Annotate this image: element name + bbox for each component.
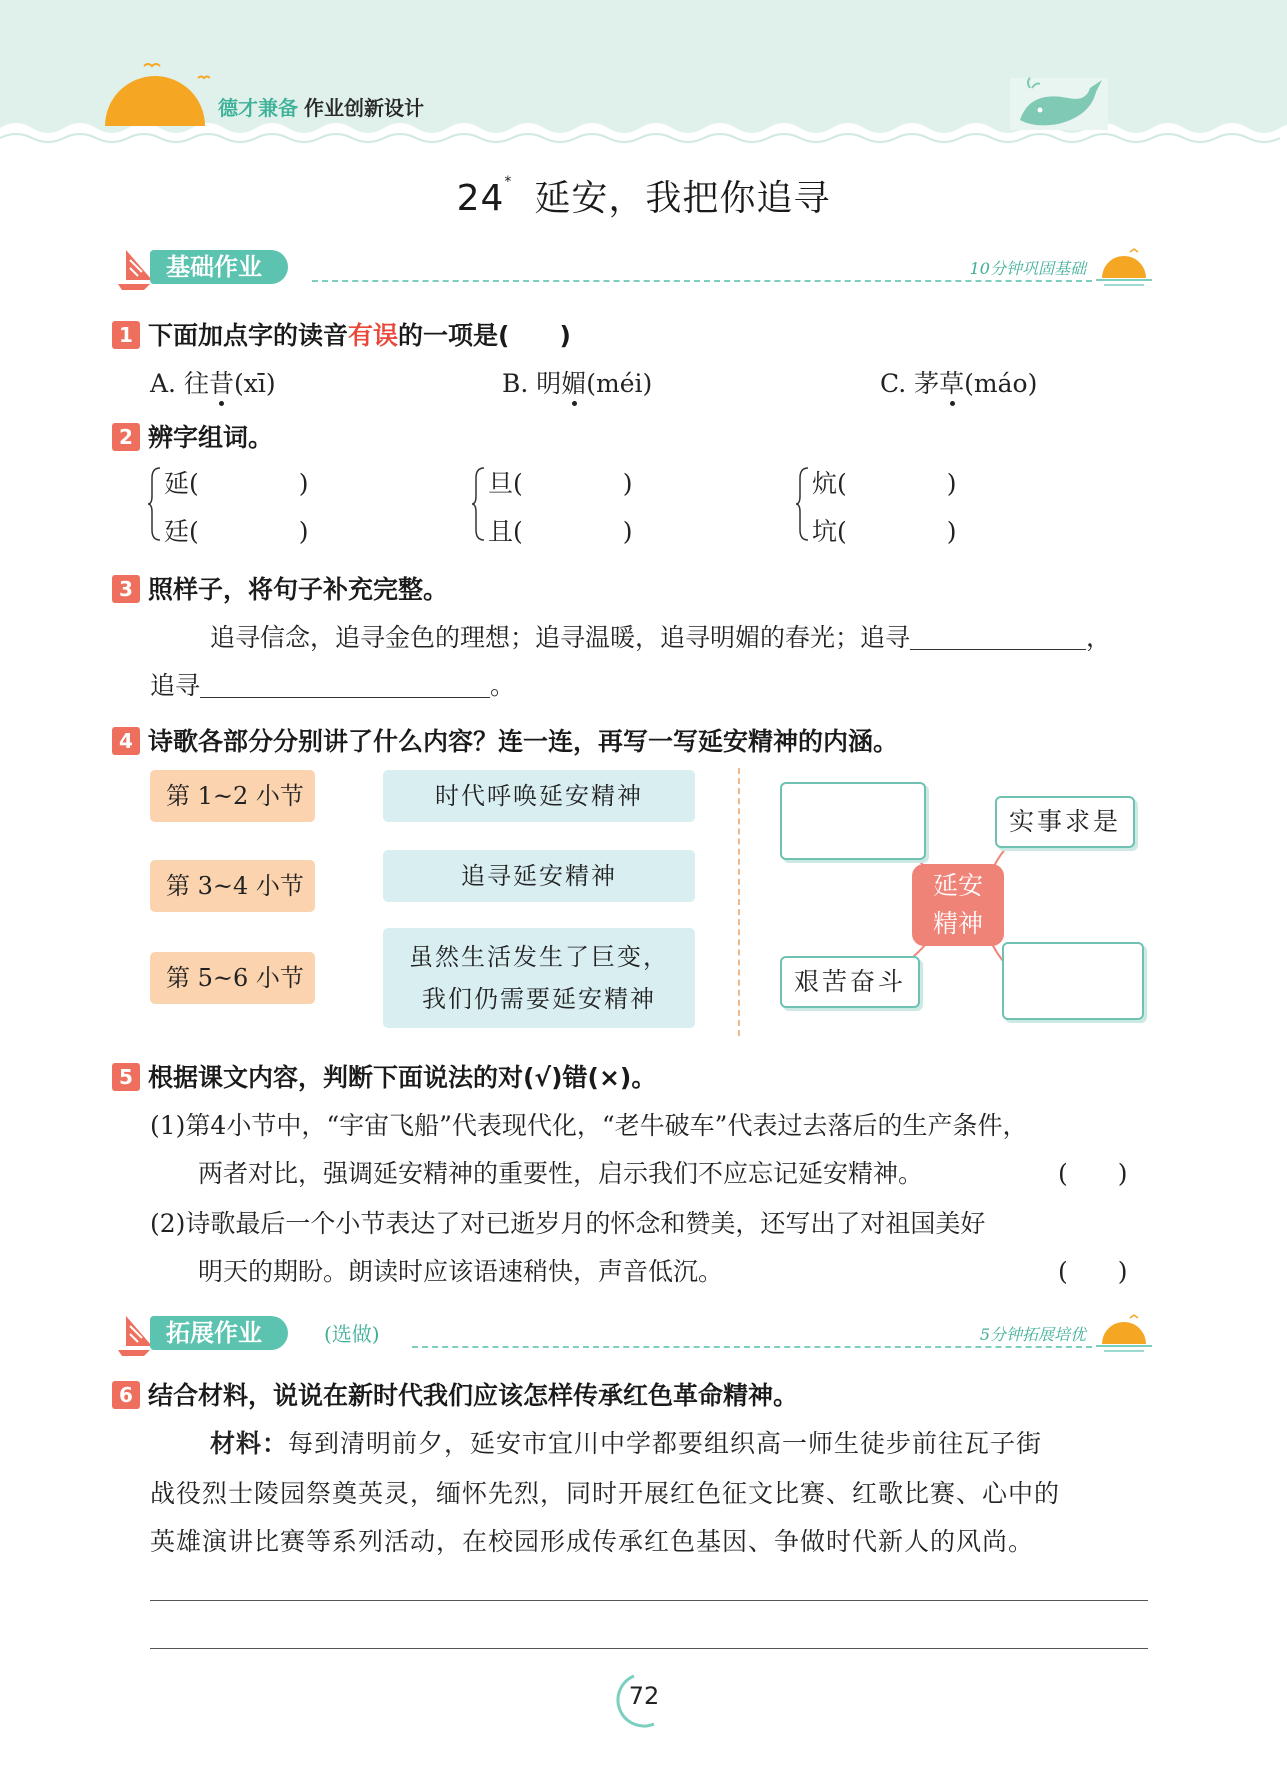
- word-blank[interactable]: 炕( ): [812, 469, 957, 498]
- option-pinyin: (xī): [233, 369, 276, 398]
- content-box-2[interactable]: 追寻延安精神: [383, 850, 695, 902]
- question-text: 根据课文内容，判断下面说法的对(√)错(×)。: [148, 1063, 657, 1092]
- section-divider: [312, 280, 1092, 282]
- question-number: 2: [112, 423, 140, 451]
- optional-label: (选做): [324, 1322, 380, 1346]
- question-3: [112, 570, 448, 606]
- question-number: 6: [112, 1381, 140, 1409]
- statement-1-line-1: (1)第4小节中，“宇宙飞船”代表现代化，“老牛破车”代表过去落后的生产条件，: [150, 1111, 1028, 1140]
- question-4: [112, 722, 898, 758]
- word-blank[interactable]: 延( ): [164, 469, 309, 498]
- brand-part2: 作业创新设计: [304, 96, 424, 120]
- material-text: 每到清明前夕，延安市宜川中学都要组织高一师生徒步前往瓦子街: [288, 1429, 1043, 1458]
- material-line-3: 英雄演讲比赛等系列活动，在校园形成传承红色基因、争做时代新人的风尚。: [150, 1527, 1035, 1556]
- mind-label-1: 实事求是: [995, 796, 1135, 848]
- mind-answer-box-2[interactable]: [1002, 942, 1144, 1020]
- section-box-2[interactable]: 第 3~4 小节: [150, 860, 315, 912]
- sentence-line-1: [210, 618, 1111, 654]
- content-line: 虽然生活发生了巨变，: [409, 943, 669, 971]
- section-tip-basic: 10分钟巩固基础: [969, 259, 1086, 278]
- option-c[interactable]: [880, 364, 1037, 400]
- option-pinyin: (máo): [964, 369, 1038, 398]
- section-box-3[interactable]: 第 5~6 小节: [150, 952, 315, 1004]
- word-blank[interactable]: 坑( ): [812, 517, 957, 546]
- lesson-number: 24: [456, 178, 505, 219]
- question-text: 下面加点字的读音: [148, 321, 349, 350]
- highlight-text: 有误: [348, 321, 399, 350]
- word-blank[interactable]: 且( ): [488, 517, 633, 546]
- page-number: 72: [628, 1682, 660, 1710]
- judge-paren-1[interactable]: ( ): [1058, 1159, 1128, 1188]
- statement-2-line-2: 明天的期盼。朗读时应该语速稍快，声音低沉。: [198, 1257, 724, 1286]
- center-line-1: 延安: [932, 871, 983, 900]
- brace-icon: [796, 466, 810, 542]
- question-text: 诗歌各部分分别讲了什么内容？连一连，再写一写延安精神的内涵。: [148, 727, 899, 756]
- fill-blank-2[interactable]: [200, 674, 490, 698]
- option-text: C. 茅: [880, 369, 940, 398]
- sentence-text: 追寻信念，追寻金色的理想；追寻温暖，追寻明媚的春光；追寻: [210, 623, 911, 652]
- brand-title: [218, 92, 424, 121]
- question-text-suffix: 的一项是( ): [398, 321, 571, 350]
- material-line-1: [210, 1424, 1042, 1460]
- question-number: 4: [112, 727, 140, 755]
- lesson-mark: *: [504, 174, 513, 190]
- word-blank[interactable]: 旦( ): [488, 469, 633, 498]
- section-label-extended: 拓展作业: [150, 1316, 288, 1350]
- section-label-basic: 基础作业: [150, 250, 288, 284]
- center-line-2: 精神: [932, 909, 983, 938]
- dotted-char: 媚: [561, 369, 587, 398]
- page-title: [0, 170, 1287, 221]
- mind-map-center: [912, 864, 1004, 946]
- mind-label-2: 艰苦奋斗: [780, 956, 920, 1008]
- header-band: [0, 0, 1287, 150]
- option-b[interactable]: [502, 364, 652, 400]
- question-text: 结合材料，说说在新时代我们应该怎样传承红色革命精神。: [148, 1381, 799, 1410]
- brace-icon: [148, 466, 162, 542]
- brand-part1: 德才兼备: [218, 96, 298, 120]
- whale-icon: [1010, 76, 1110, 130]
- option-pinyin: (méi): [586, 369, 653, 398]
- sunset-icon: [1096, 248, 1152, 288]
- content-line: 我们仍需要延安精神: [422, 985, 656, 1013]
- mind-answer-box-1[interactable]: [780, 782, 926, 860]
- section-tip-extended: 5分钟拓展培优: [979, 1325, 1086, 1344]
- judge-paren-2[interactable]: ( ): [1058, 1257, 1128, 1286]
- section-divider: [412, 1346, 1092, 1348]
- question-text: 照样子，将句子补充完整。: [148, 575, 449, 604]
- dotted-char: 草: [939, 369, 965, 398]
- sentence-text: 追寻: [150, 671, 201, 700]
- brace-icon: [472, 466, 486, 542]
- statement-2-line-1: (2)诗歌最后一个小节表达了对已逝岁月的怀念和赞美，还写出了对祖国美好: [150, 1209, 986, 1238]
- fill-blank-1[interactable]: [910, 626, 1086, 650]
- question-number: 1: [112, 321, 140, 349]
- dotted-char: 昔: [208, 369, 234, 398]
- statement-1-line-2: 两者对比，强调延安精神的重要性，启示我们不应忘记延安精神。: [198, 1159, 924, 1188]
- question-5: [112, 1058, 656, 1094]
- question-1: [112, 316, 571, 352]
- answer-line-2[interactable]: [150, 1648, 1148, 1649]
- material-label: 材料：: [210, 1429, 289, 1458]
- lesson-title: 延安，我把你追寻: [534, 178, 831, 219]
- answer-line-1[interactable]: [150, 1600, 1148, 1601]
- content-box-3[interactable]: [383, 928, 695, 1028]
- question-6: [112, 1376, 798, 1412]
- material-line-2: 战役烈士陵园祭奠英灵，缅怀先烈，同时开展红色征文比赛、红歌比赛、心中的: [150, 1479, 1061, 1508]
- divider-dashed: [738, 768, 740, 1036]
- question-text: 辨字组词。: [148, 423, 274, 452]
- question-number: 5: [112, 1063, 140, 1091]
- section-box-1[interactable]: 第 1~2 小节: [150, 770, 315, 822]
- word-blank[interactable]: 廷( ): [164, 517, 309, 546]
- option-text: B. 明: [502, 369, 562, 398]
- sentence-line-2: [150, 666, 515, 702]
- option-a[interactable]: [150, 364, 276, 400]
- punctuation: ，: [1086, 623, 1112, 652]
- sunset-icon: [1096, 1314, 1152, 1354]
- punctuation: 。: [490, 671, 516, 700]
- sun-icon: [100, 58, 210, 128]
- option-text: A. 往: [150, 369, 209, 398]
- question-number: 3: [112, 575, 140, 603]
- question-2: [112, 418, 273, 454]
- section-banner-basic: [112, 244, 1152, 292]
- content-box-1[interactable]: 时代呼唤延安精神: [383, 770, 695, 822]
- page-number-badge: [604, 1670, 684, 1730]
- section-banner-extended: [112, 1310, 1152, 1358]
